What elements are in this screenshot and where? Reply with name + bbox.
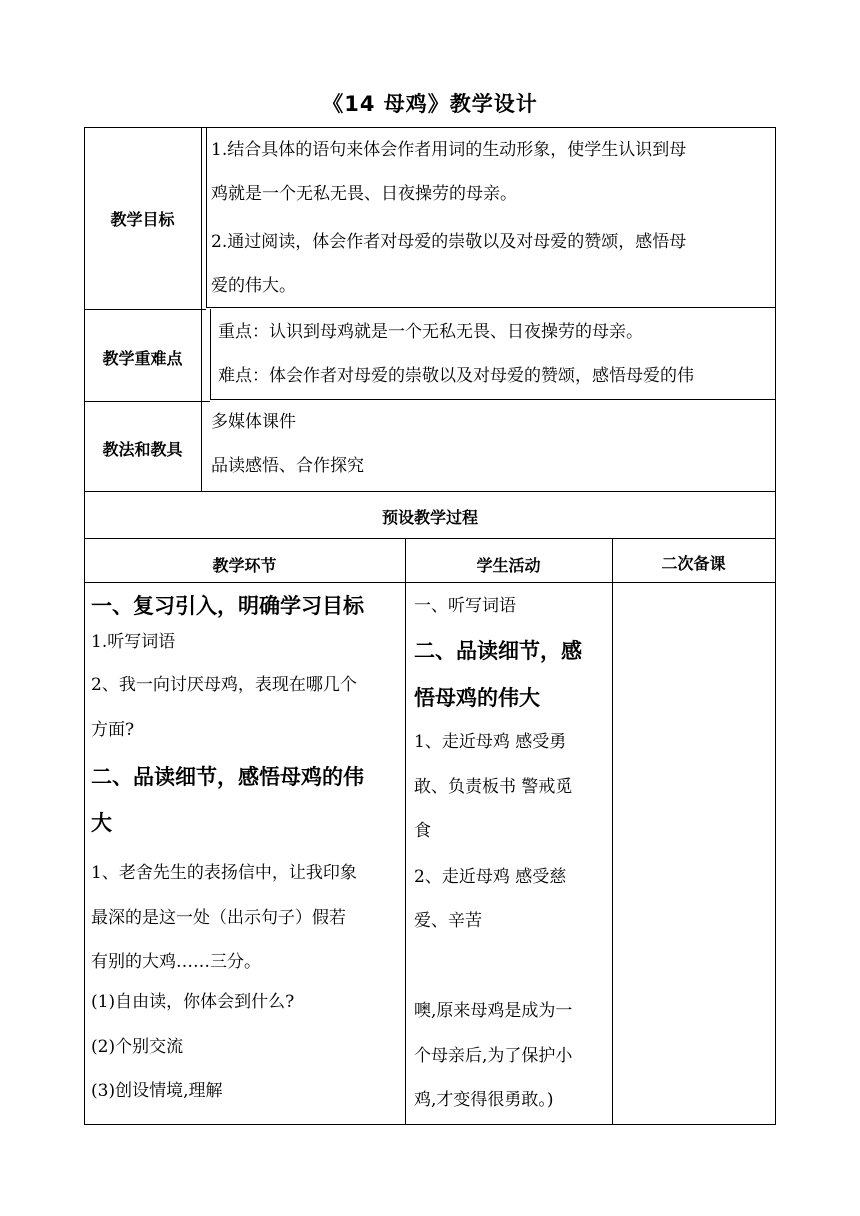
- activity-4b: 个母亲后,为了保护小: [414, 1046, 573, 1066]
- activity-2c: 食: [414, 821, 431, 841]
- keypoints-clip: [218, 310, 775, 398]
- col-header-notes: 二次备课: [661, 554, 726, 573]
- keypoints-line-2: 难点：体会作者对母爱的崇敬以及对母爱的赞颂，感悟母爱的伟: [218, 366, 694, 386]
- steps-heading-2a: 二、品读细节，感悟母鸡的伟: [91, 765, 364, 789]
- keypoints-label: 教学重难点: [102, 349, 183, 368]
- goals-line-3: 2.通过阅读，体会作者对母爱的崇敬以及对母爱的赞颂，感悟母: [211, 232, 687, 252]
- activity-2a: 1、走近母鸡 感受勇: [414, 732, 567, 752]
- process-heading: 预设教学过程: [381, 508, 478, 527]
- steps-item-3b: 最深的是这一处（出示句子）假若: [91, 908, 346, 928]
- col-header-steps: 教学环节: [212, 556, 277, 575]
- steps-item-2b: 方面?: [91, 720, 135, 740]
- row3-divider: [84, 491, 776, 492]
- steps-item-3a: 1、老舍先生的表扬信中，让我印象: [91, 863, 357, 883]
- steps-item-2a: 2、我一向讨厌母鸡，表现在哪几个: [91, 675, 357, 695]
- table-border-bottom: [84, 1124, 776, 1125]
- methods-label: 教法和教具: [102, 440, 183, 459]
- keypoints-line-1: 重点：认识到母鸡就是一个无私无畏、日夜操劳的母亲。: [218, 322, 643, 342]
- activity-2b: 敢、负责板书 警戒觅: [414, 777, 573, 797]
- steps-item-1: 1.听写词语: [91, 632, 176, 652]
- goals-line-4: 爱的伟大。: [211, 276, 296, 296]
- steps-heading-2b: 大: [91, 811, 112, 835]
- activity-1: 一、听写词语: [414, 596, 516, 616]
- col-divider-2: [612, 538, 613, 1124]
- table-border-left: [84, 127, 85, 1125]
- activity-3a: 2、走近母鸡 感受慈: [414, 867, 567, 887]
- col-divider-1: [405, 538, 406, 1124]
- row4-divider: [84, 538, 776, 539]
- steps-heading-1: 一、复习引入，明确学习目标: [91, 594, 364, 618]
- steps-item-5: (2)个别交流: [91, 1037, 184, 1057]
- steps-item-3c: 有别的大鸡……三分。: [91, 952, 261, 972]
- col-header-activities: 学生活动: [476, 556, 541, 575]
- goals-line-1: 1.结合具体的语句来体会作者用词的生动形象，使学生认识到母: [211, 140, 687, 160]
- activity-heading-b: 悟母鸡的伟大: [414, 686, 540, 710]
- header-row-divider: [84, 582, 776, 583]
- methods-line-1: 多媒体课件: [211, 412, 296, 432]
- activity-4a: 噢,原来母鸡是成为一: [414, 1001, 573, 1021]
- goals-label: 教学目标: [110, 210, 175, 229]
- activity-3b: 爱、辛苦: [414, 911, 482, 931]
- steps-item-6: (3)创设情境,理解: [91, 1081, 223, 1101]
- activity-heading-a: 二、品读细节，感: [414, 639, 582, 663]
- row2-divider: [84, 401, 210, 402]
- methods-line-2: 品读感悟、合作探究: [211, 456, 364, 476]
- table-border-right: [775, 127, 776, 1125]
- activity-4c: 鸡,才变得很勇敢。): [414, 1090, 554, 1110]
- steps-item-4: (1)自由读，你体会到什么?: [91, 992, 295, 1012]
- page-title: 《14 母鸡》教学设计: [322, 92, 538, 116]
- row1-divider: [84, 309, 206, 310]
- goals-cell-border: [206, 127, 207, 307]
- keypoints-cell-border: [210, 309, 211, 399]
- goals-line-2: 鸡就是一个无私无畏、日夜操劳的母亲。: [211, 184, 517, 204]
